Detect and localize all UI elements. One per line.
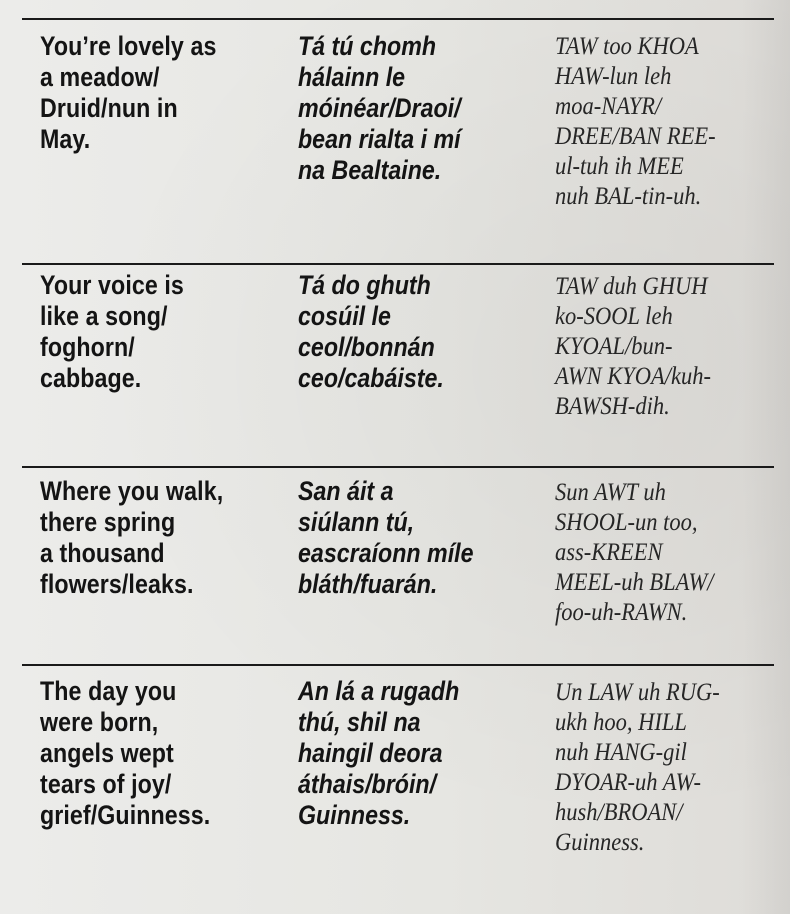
- pronunciation-guide: TAW too KHOA HAW-lun leh moa-NAYR/ DREE/BAN REE- ul-tuh ih MEE nuh BAL-tin-uh.: [555, 33, 716, 210]
- irish-phrase: Tá do ghuth cosúil le ceol/bonnán ceo/cabáiste.: [298, 270, 444, 393]
- english-phrase: You’re lovely as a meadow/ Druid/nun in May.: [40, 31, 217, 154]
- pronunciation-guide: Sun AWT uh SHOOL-un too, ass-KREEN MEEL-uh BLAW/ foo-uh-RAWN.: [555, 479, 714, 626]
- row-divider: [22, 466, 774, 468]
- english-phrase: Your voice is like a song/ foghorn/ cabbage.: [40, 270, 184, 393]
- pronunciation-guide: Un LAW uh RUG- ukh hoo, HILL nuh HANG-gil DYOAR-uh AW- hush/BROAN/ Guinness.: [555, 679, 720, 856]
- english-phrase: The day you were born, angels wept tears of joy/ grief/Guinness.: [40, 676, 211, 830]
- english-phrase: Where you walk, there spring a thousand flowers/leaks.: [40, 476, 224, 599]
- row-divider: [22, 664, 774, 666]
- row-divider: [22, 18, 774, 20]
- page-edge-shadow: [742, 0, 790, 914]
- row-divider: [22, 263, 774, 265]
- pronunciation-guide: TAW duh GHUH ko-SOOL leh KYOAL/bun- AWN KYOA/kuh- BAWSH-dih.: [555, 273, 712, 420]
- irish-phrase: An lá a rugadh thú, shil na haingil deora áthais/bróin/ Guinness.: [298, 676, 460, 830]
- irish-phrase: Tá tú chomh hálainn le móinéar/Draoi/ bean rialta i mí na Bealtaine.: [298, 31, 461, 185]
- irish-phrase: San áit a siúlann tú, eascraíonn míle bláth/fuarán.: [298, 476, 474, 599]
